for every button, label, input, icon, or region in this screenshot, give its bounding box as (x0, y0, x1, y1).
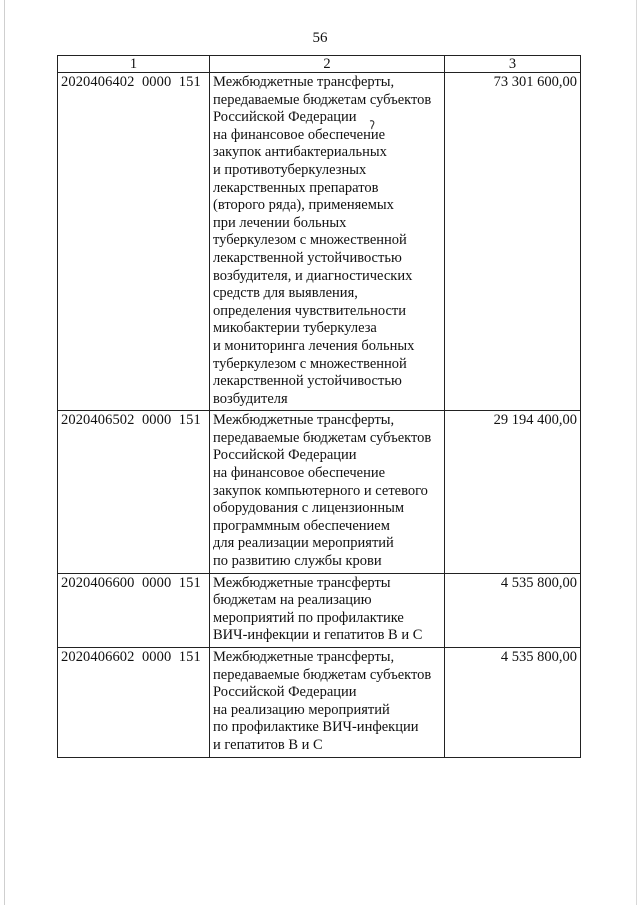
description-line: Межбюджетные трансферты, (213, 412, 395, 429)
description-line: на реализацию мероприятий (213, 701, 390, 718)
description-line: и мониторинга лечения больных (213, 337, 415, 354)
description-line: ВИЧ-инфекции и гепатитов В и С (213, 627, 423, 644)
header-column-1: 1 (58, 56, 210, 73)
page-edge-right (636, 0, 637, 905)
description-line: передаваемые бюджетам субъектов (213, 91, 432, 108)
description-line: возбудителя (213, 390, 288, 407)
description-line: туберкулезом с множественной (213, 232, 407, 249)
description-line: микобактерии туберкулеза (213, 320, 377, 337)
description-line: программным обеспечением (213, 517, 390, 534)
table-header-row (58, 56, 581, 73)
budget-code-cell: 2020406402 0000 151 (58, 73, 210, 411)
description-line: по развитию службы крови (213, 553, 382, 570)
description-line: Российской Федерации (213, 684, 357, 701)
description-line: определения чувствительности (213, 302, 407, 319)
budget-code-cell: 2020406600 0000 151 (58, 573, 210, 647)
description-line: и гепатитов В и С (213, 736, 323, 753)
description-line: для реализации мероприятий (213, 535, 394, 552)
header-column-3: 3 (445, 56, 581, 73)
description-line: Межбюджетные трансферты, (213, 649, 395, 665)
page-edge-left (4, 0, 5, 905)
amount-cell: 29 194 400,00 (445, 411, 581, 573)
handwritten-tick-mark (368, 118, 378, 130)
amount-cell: 4 535 800,00 (445, 573, 581, 647)
description-line: Российской Федерации (213, 109, 357, 126)
description-line: на финансовое обеспечение (213, 465, 386, 482)
table-row (58, 573, 581, 647)
header-column-2: 2 (210, 56, 445, 73)
description-line: лекарственных препаратов (213, 179, 379, 196)
description-line: лекарственной устойчивостью (213, 249, 402, 266)
description-line: мероприятий по профилактике (213, 609, 404, 626)
description-cell (210, 73, 445, 411)
description-line: Межбюджетные трансферты (213, 574, 391, 591)
description-line: закупок компьютерного и сетевого (213, 482, 428, 499)
description-line: средств для выявления, (213, 285, 358, 302)
description-line: Межбюджетные трансферты, (213, 74, 395, 90)
description-line: передаваемые бюджетам субъектов (213, 666, 432, 683)
description-line: закупок антибактериальных (213, 144, 387, 161)
description-line: на финансовое обеспечение (213, 126, 386, 143)
description-line: и противотуберкулезных (213, 161, 367, 178)
amount-cell: 73 301 600,00 (445, 73, 581, 411)
budget-table (57, 55, 581, 758)
description-line: передаваемые бюджетам субъектов (213, 429, 432, 446)
description-line: лекарственной устойчивостью (213, 373, 402, 390)
description-line: по профилактике ВИЧ-инфекции (213, 719, 419, 736)
description-cell (210, 411, 445, 573)
description-line: при лечении больных (213, 214, 347, 231)
table-body (58, 73, 581, 758)
table-row (58, 73, 581, 411)
description-line: туберкулезом с множественной (213, 355, 407, 372)
description-line: возбудителя, и диагностических (213, 267, 413, 284)
description-cell (210, 648, 445, 758)
description-line: оборудования с лицензионным (213, 500, 404, 517)
table-row (58, 648, 581, 758)
description-cell (210, 573, 445, 647)
budget-code-cell: 2020406502 0000 151 (58, 411, 210, 573)
amount-cell: 4 535 800,00 (445, 648, 581, 758)
table-row (58, 411, 581, 573)
description-line: Российской Федерации (213, 447, 357, 464)
budget-code-cell: 2020406602 0000 151 (58, 648, 210, 758)
page-number: 56 (312, 30, 328, 46)
description-line: бюджетам на реализацию (213, 592, 372, 609)
description-line: (второго ряда), применяемых (213, 197, 394, 214)
